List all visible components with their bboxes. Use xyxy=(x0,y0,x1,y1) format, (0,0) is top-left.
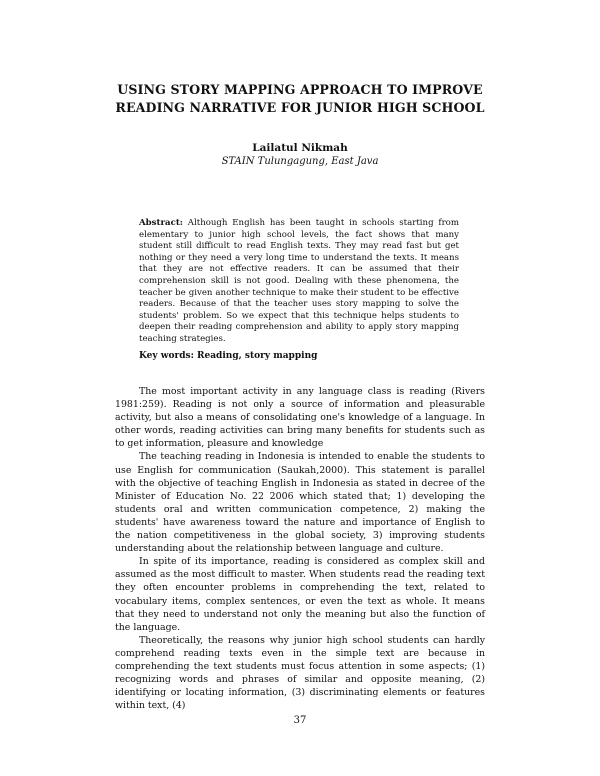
author-name: Lailatul Nikmah xyxy=(252,142,348,154)
body-paragraph-2: The teaching reading in Indonesia is intended to enable the students to use English for communication (Saukah,2000). This statement is parallel with the objective of teaching English in Indonesia as stated in decree of the Minister of Education No. 22 2006 which stated that; 1) developing the students oral and written communication competence, 2) making the students' have awareness toward the nature and importance of English to the nation competitiveness in the global society, 3) improving students understanding about the relationship between language and culture. xyxy=(115,451,485,555)
abstract xyxy=(139,218,459,346)
page-number: 37 xyxy=(293,715,307,726)
body-paragraph-3: In spite of its importance, reading is considered as complex skill and assumed as the most difficult to master. When students read the reading text they often encounter problems in comprehending the text, related to vocabulary items, complex sentences, or even the text as whole. It means that they need to understand not only the meaning but also the function of the language. xyxy=(115,556,485,633)
title-line-2: READING NARRATIVE FOR JUNIOR HIGH SCHOOL xyxy=(115,100,485,115)
abstract-text: Although English has been taught in schools starting from elementary to junior high school levels, the fact shows that many student still difficult to read English texts. They may read fast but get nothing or they need a very long time to understand the texts. It means that they are not effective readers. It can be assumed that their comprehension skill is not good. Dealing with these phenomena, the teacher be given another technique to make their student to be effective readers. Because of that the teacher uses story mapping to solve the students' problem. So we expect that this technique helps students to deepen their reading comprehension and ability to apply story mapping teaching strategies. xyxy=(139,218,459,344)
body-paragraph-1: The most important activity in any language class is reading (Rivers 1981:259). Reading is not only a source of information and pleasurable activity, but also a means of consolidating one's knowledge of a language. In other words, reading activities can bring many benefits for students such as to get information, pleasure and knowledge xyxy=(115,386,485,450)
body-paragraph-4: Theoretically, the reasons why junior high school students can hardly comprehend reading texts even in the simple text are because in comprehending the text students must focus attention in some aspects; (1) recognizing words and phrases of similar and opposite meaning, (2) identifying or locating information, (3) discriminating elements or features within text, (4) xyxy=(115,634,485,712)
keywords: Key words: Reading, story mapping xyxy=(139,351,318,361)
body-text xyxy=(115,385,485,712)
author-affiliation: STAIN Tulungagung, East Java xyxy=(221,156,379,167)
abstract-label: Abstract: xyxy=(139,218,183,228)
title-line-1: USING STORY MAPPING APPROACH TO IMPROVE xyxy=(117,82,483,97)
paper-title xyxy=(60,81,540,117)
